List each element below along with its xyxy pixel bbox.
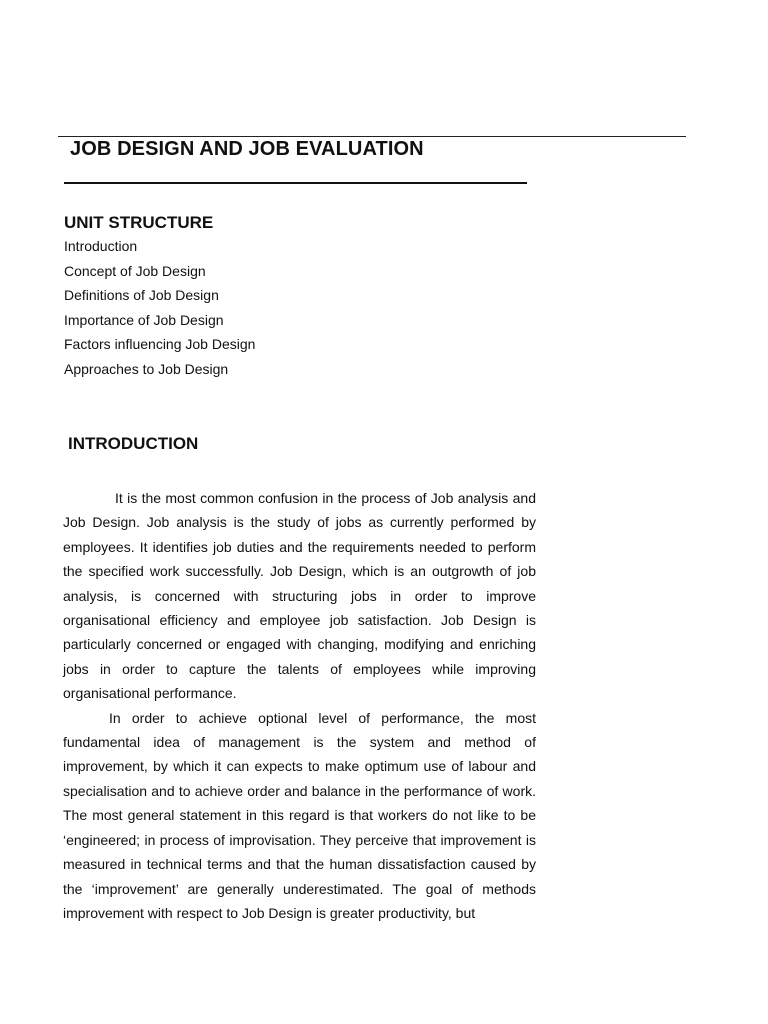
introduction-paragraph: It is the most common confusion in the process of Job analysis and Job Design. Job analysis is the study of jobs as currently performed by employees. It identifies job duties and the requirements needed to perform the specified work successfully. Job Design, which is an outgrowth of job analysis, is concerned with structuring jobs in order to improve organisational efficiency and employee job satisfaction. Job Design is particularly concerned or engaged with changing, modifying and enriching jobs in order to capture the talents of employees while improving organisational performance. bbox=[63, 490, 536, 702]
introduction-heading: INTRODUCTION bbox=[68, 434, 199, 453]
unit-item-factors: Factors influencing Job Design bbox=[64, 336, 256, 352]
chapter-title: JOB DESIGN AND JOB EVALUATION bbox=[70, 138, 424, 160]
title-underline bbox=[64, 182, 527, 184]
top-rule bbox=[58, 136, 686, 137]
unit-item-definitions: Definitions of Job Design bbox=[64, 287, 219, 303]
unit-structure-heading: UNIT STRUCTURE bbox=[64, 213, 214, 232]
unit-item-concept: Concept of Job Design bbox=[64, 262, 206, 279]
unit-item-importance: Importance of Job Design bbox=[64, 311, 224, 328]
introduction-body bbox=[63, 486, 536, 925]
unit-structure-list bbox=[64, 234, 255, 381]
unit-item-introduction: Introduction bbox=[64, 238, 138, 254]
unit-item-approaches: Approaches to Job Design bbox=[64, 360, 229, 377]
introduction-paragraph: In order to achieve optional level of performance, the most fundamental idea of management is the system and method of improvement, by which it can expects to make optimum use of labour and specialisation and to achieve order and balance in the performance of work. The most general statement in this regard is that workers do not like to be ‘engineered; in process of improvisation. They perceive that improvement is measured in technical terms and that the human dissatisfaction caused by the ‘improvement’ are generally underestimated. The goal of methods improvement with respect to Job Design is greater productivity, but bbox=[63, 709, 536, 921]
